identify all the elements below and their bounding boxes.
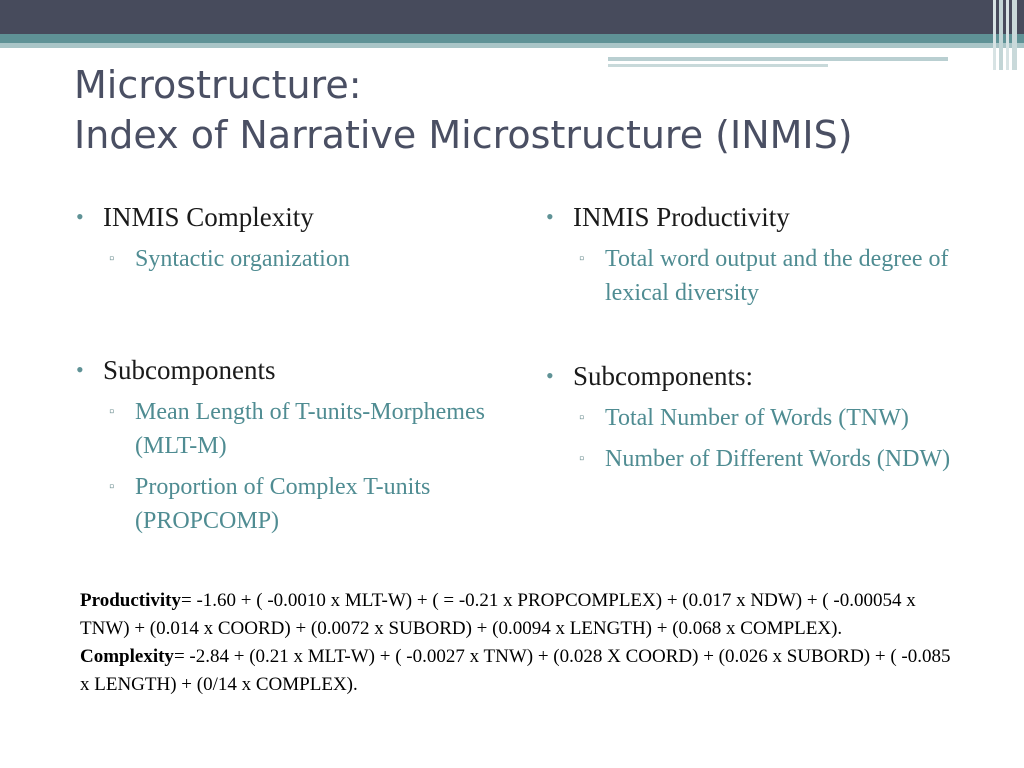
square-bullet-icon: ▫ — [109, 251, 115, 267]
header-accent-band — [0, 34, 1024, 43]
complexity-formula — [80, 643, 960, 699]
left-column — [76, 199, 496, 538]
sub-bullet-text: Mean Length of T-units-Morphemes (MLT-M) — [135, 399, 485, 459]
complexity-label: Complexity — [80, 646, 174, 667]
bullet-heading-text: INMIS Complexity — [103, 202, 314, 232]
sub-bullet-text: Total Number of Words (TNW) — [605, 405, 909, 431]
corner-stripe — [993, 0, 996, 70]
sub-bullet — [76, 395, 496, 463]
round-bullet-icon: • — [546, 204, 554, 229]
square-bullet-icon: ▫ — [579, 451, 585, 467]
sub-bullet — [546, 401, 966, 435]
sub-bullet — [546, 242, 966, 310]
sub-bullet-text: Syntactic organization — [135, 246, 350, 272]
complexity-equation: = -2.84 + (0.21 x MLT-W) + ( -0.0027 x TNW) + (0.028 X COORD) + (0.026 x SUBORD) + ( -0.085 x LENGTH) + (0/14 x COMPLEX). — [80, 646, 951, 695]
square-bullet-icon: ▫ — [109, 479, 115, 495]
sub-bullet-text: Total word output and the degree of lexical diversity — [605, 246, 949, 306]
right-column — [546, 199, 966, 476]
productivity-equation: = -1.60 + ( -0.0010 x MLT-W) + ( = -0.21 x PROPCOMPLEX) + (0.017 x NDW) + ( -0.00054 x TNW) + (0.014 x COORD) + (0.0072 x SUBORD) + (0.0094 x LENGTH) + (0.068 x COMPLEX). — [80, 590, 916, 639]
sub-bullet — [76, 470, 496, 538]
bullet-subcomponents — [546, 358, 966, 394]
bullet-heading-text: INMIS Productivity — [573, 202, 790, 232]
productivity-label: Productivity — [80, 590, 181, 611]
square-bullet-icon: ▫ — [109, 404, 115, 420]
sub-bullet — [546, 442, 966, 476]
formula-block — [80, 587, 960, 699]
square-bullet-icon: ▫ — [579, 251, 585, 267]
productivity-formula — [80, 587, 960, 643]
slide-title — [74, 60, 974, 160]
sub-bullet-text: Proportion of Complex T-units (PROPCOMP) — [135, 474, 431, 534]
square-bullet-icon: ▫ — [579, 410, 585, 426]
bullet-subcomponents — [76, 352, 496, 388]
corner-stripe — [1012, 0, 1017, 70]
round-bullet-icon: • — [76, 204, 84, 229]
title-line-2: Index of Narrative Microstructure (INMIS) — [74, 113, 853, 157]
bullet-subcomponents-text: Subcomponents: — [573, 361, 753, 391]
round-bullet-icon: • — [546, 363, 554, 388]
header-light-band — [0, 43, 1024, 48]
title-line-1: Microstructure: — [74, 63, 362, 107]
sub-bullet-text: Number of Different Words (NDW) — [605, 446, 951, 472]
corner-stripe — [1006, 0, 1009, 70]
round-bullet-icon: • — [76, 357, 84, 382]
bullet-heading — [76, 199, 496, 235]
bullet-subcomponents-text: Subcomponents — [103, 355, 276, 385]
corner-stripe — [999, 0, 1003, 70]
header-bar — [0, 0, 1024, 34]
bullet-heading — [546, 199, 966, 235]
sub-bullet — [76, 242, 496, 276]
